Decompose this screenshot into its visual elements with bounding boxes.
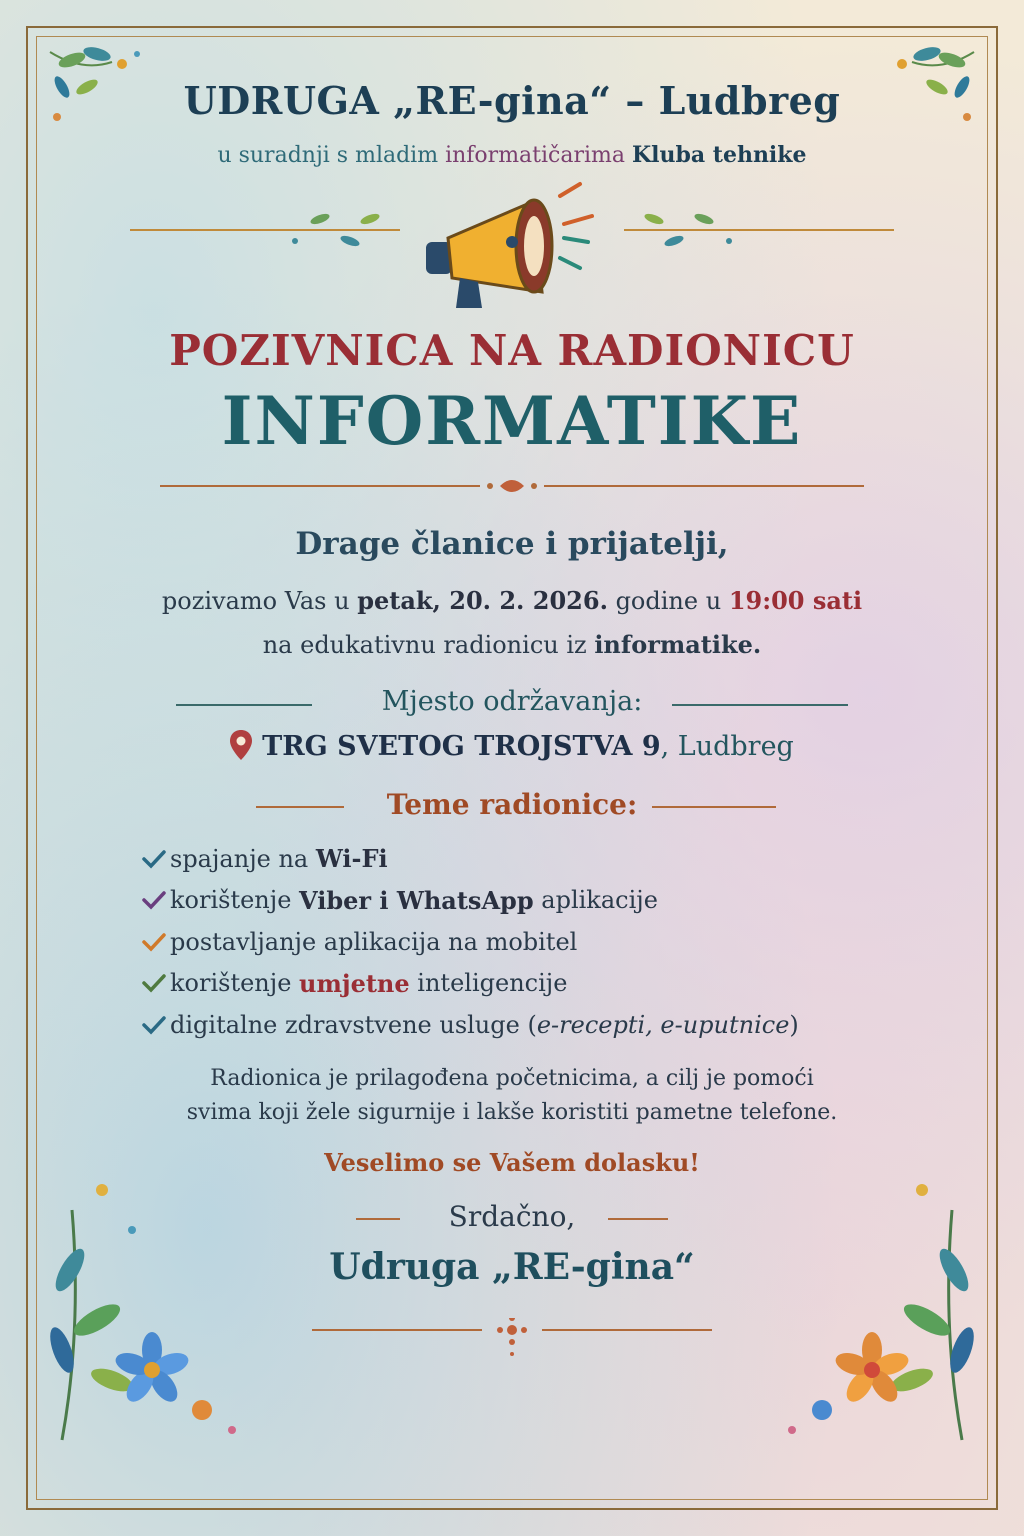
topic-emphasis: umjetne	[299, 968, 410, 998]
collaboration-line	[0, 142, 1024, 168]
list-item	[138, 963, 799, 1005]
floral-corner-icon	[752, 1150, 982, 1450]
venue-street: TRG SVETOG TROJSTVA 9	[262, 731, 661, 762]
collaboration-club: Kluba tehnike	[632, 142, 807, 168]
location-pin-icon	[230, 730, 252, 760]
note-line: svima koji žele sigurnije i lakše koristiti pametne telefone.	[186, 1100, 838, 1125]
list-item	[138, 838, 799, 880]
signature: Udruga „RE-gina“	[329, 1246, 695, 1288]
topics-label: Teme radionice:	[386, 788, 638, 821]
venue-address	[0, 730, 1024, 762]
note-line: Radionica je prilagođena početnicima, a cilj je pomoći	[210, 1066, 814, 1091]
invitation-text: pozivamo Vas u	[161, 587, 350, 615]
collaboration-text: u suradnji s mladim	[217, 143, 439, 168]
list-item	[138, 1004, 799, 1046]
workshop-note	[0, 1062, 1024, 1130]
invitation-text: godine u	[615, 587, 722, 615]
topic-emphasis: Viber i WhatsApp	[299, 885, 534, 915]
event-date: petak, 20. 2. 2026.	[357, 586, 608, 615]
organization-title: UDRUGA „RE-gina“ – Ludbreg	[183, 78, 841, 123]
topic-text: spajanje na	[170, 844, 309, 873]
topic-italic: e-recepti, e-uputnice	[536, 1010, 790, 1039]
check-icon	[138, 849, 170, 869]
topic-text: korištenje	[170, 886, 292, 915]
topic-text: inteligencije	[417, 969, 568, 998]
invitation-date-line	[0, 586, 1024, 615]
topic-text: postavljanje aplikacija na mobitel	[170, 927, 578, 956]
bottom-divider	[312, 1318, 712, 1358]
event-time: 19:00 sati	[728, 586, 863, 615]
floral-corner-icon	[42, 1150, 272, 1450]
right-ornament	[614, 205, 894, 255]
check-icon	[138, 932, 170, 952]
collaboration-highlight: informatičarima	[445, 143, 626, 168]
greeting: Drage članice i prijatelji,	[295, 526, 729, 562]
closing-regards: Srdačno,	[448, 1200, 576, 1233]
check-icon	[138, 1015, 170, 1035]
topic-text: aplikacije	[541, 886, 658, 915]
venue-label: Mjesto održavanja:	[381, 686, 643, 717]
topic-text: digitalne zdravstvene usluge (	[170, 1010, 537, 1039]
check-icon	[138, 890, 170, 910]
topic-text: )	[789, 1010, 799, 1039]
topic-text: korištenje	[170, 969, 292, 998]
event-subject: informatike.	[594, 630, 762, 659]
invitation-text: na edukativnu radionicu iz	[262, 631, 587, 659]
venue-city: , Ludbreg	[660, 731, 794, 762]
closing-cheer: Veselimo se Vašem dolasku!	[324, 1148, 700, 1177]
invitation-topic-line	[0, 630, 1024, 659]
topic-emphasis: Wi-Fi	[315, 844, 388, 874]
title-divider	[160, 474, 864, 498]
list-item	[138, 880, 799, 922]
megaphone-icon	[412, 180, 612, 320]
check-icon	[138, 973, 170, 993]
title-line-2: INFORMATIKE	[221, 382, 803, 460]
list-item	[138, 921, 799, 963]
title-line-1: POZIVNICA NA RADIONICU	[169, 326, 855, 375]
topics-list	[138, 838, 799, 1046]
left-ornament	[130, 205, 410, 255]
